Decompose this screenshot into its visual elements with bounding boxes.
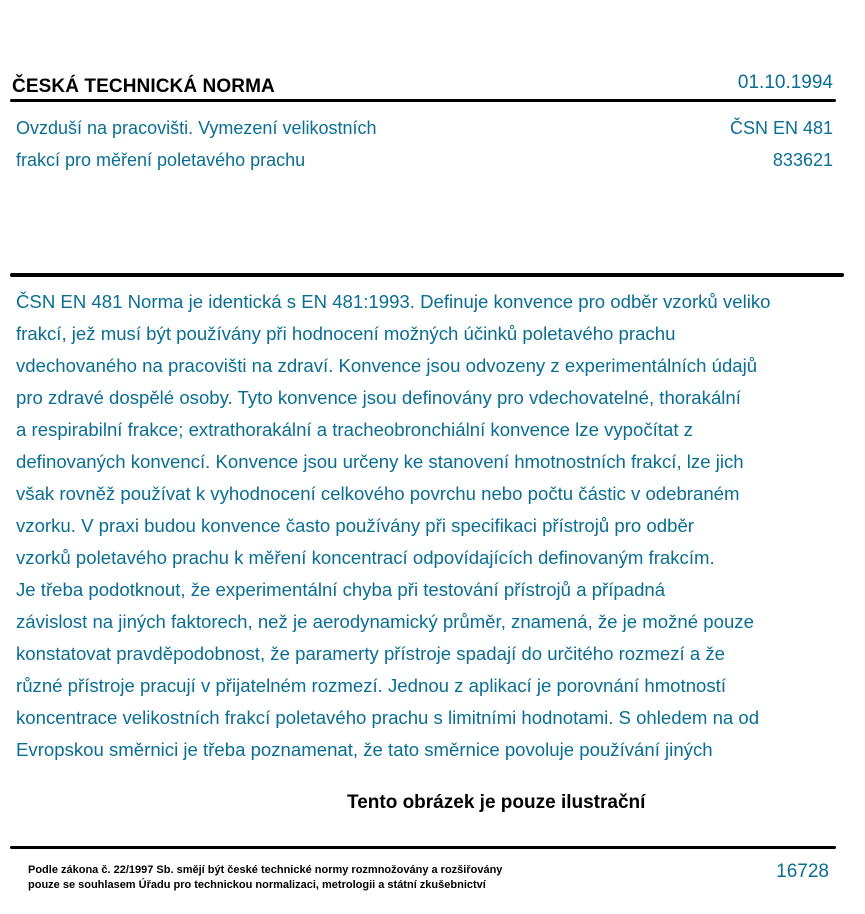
standard-type-heading: ČESKÁ TECHNICKÁ NORMA — [12, 76, 275, 97]
abstract-line: Je třeba podotknout, že experimentální chyba při testování přístrojů a případná — [16, 579, 666, 600]
abstract-line: vzorku. V praxi budou konvence často používány při specifikaci přístrojů pro odběr — [16, 515, 694, 536]
abstract-line: koncentrace velikostních frakcí poletavého prachu s limitními hodnotami. S ohledem na od — [16, 707, 760, 728]
abstract-line: různé přístroje pracují v přijatelném rozmezí. Jednou z aplikací je porovnání hmotností — [16, 675, 727, 696]
standard-title-line: frakcí pro měření poletavého prachu — [16, 150, 306, 170]
abstract-line: závislost na jiných faktorech, než je aerodynamický průměr, znamená, že je možné pouze — [16, 611, 754, 632]
header-divider — [10, 99, 836, 102]
abstract-line: Evropskou směrnici je třeba poznamenat, že tato směrnice povoluje používání jiných — [16, 739, 713, 760]
publication-date: 01.10.1994 — [737, 72, 833, 93]
abstract-line: vzorků poletavého prachu k měření koncentrací odpovídajících definovaným frakcím. — [16, 547, 715, 568]
abstract-line: pro zdravé dospělé osoby. Tyto konvence jsou definovány pro vdechovatelné, thorakální — [16, 387, 741, 408]
abstract-line: konstatovat pravděpodobnost, že paramerty přístroje spadají do určitého rozmezí a že — [16, 643, 726, 664]
illustration-notice: Tento obrázek je pouze ilustrační — [347, 792, 646, 813]
classification-code: 833621 — [772, 150, 833, 170]
copyright-notice-line: pouze se souhlasem Úřadu pro technickou normalizaci, metrologii a státní zkušebnictví — [28, 879, 486, 891]
title-divider — [10, 273, 844, 277]
abstract-line: vdechovaného na pracovišti na zdraví. Konvence jsou odvozeny z experimentálních údajů — [16, 355, 758, 376]
abstract-line: definovaných konvencí. Konvence jsou určeny ke stanovení hmotnostních frakcí, lze jich — [16, 451, 744, 472]
standard-designation: ČSN EN 481 — [729, 118, 833, 138]
abstract-line: však rovněž používat k vyhodnocení celkového povrchu nebo počtu částic v odebraném — [16, 483, 740, 504]
standard-title-line: Ovzduší na pracovišti. Vymezení velikostních — [16, 118, 377, 138]
footer-divider — [10, 846, 836, 849]
abstract-line: frakcí, jež musí být používány při hodnocení možných účinků poletavého prachu — [16, 323, 676, 344]
abstract-line: a respirabilní frakce; extrathorakální a tracheobronchiální konvence lze vypočítat z — [16, 419, 693, 440]
document-number: 16728 — [776, 861, 829, 882]
copyright-notice-line: Podle zákona č. 22/1997 Sb. smějí být české technické normy rozmnožovány a rozšiřovány — [28, 864, 503, 876]
abstract-line: ČSN EN 481 Norma je identická s EN 481:1993. Definuje konvence pro odběr vzorků veliko — [16, 291, 771, 312]
